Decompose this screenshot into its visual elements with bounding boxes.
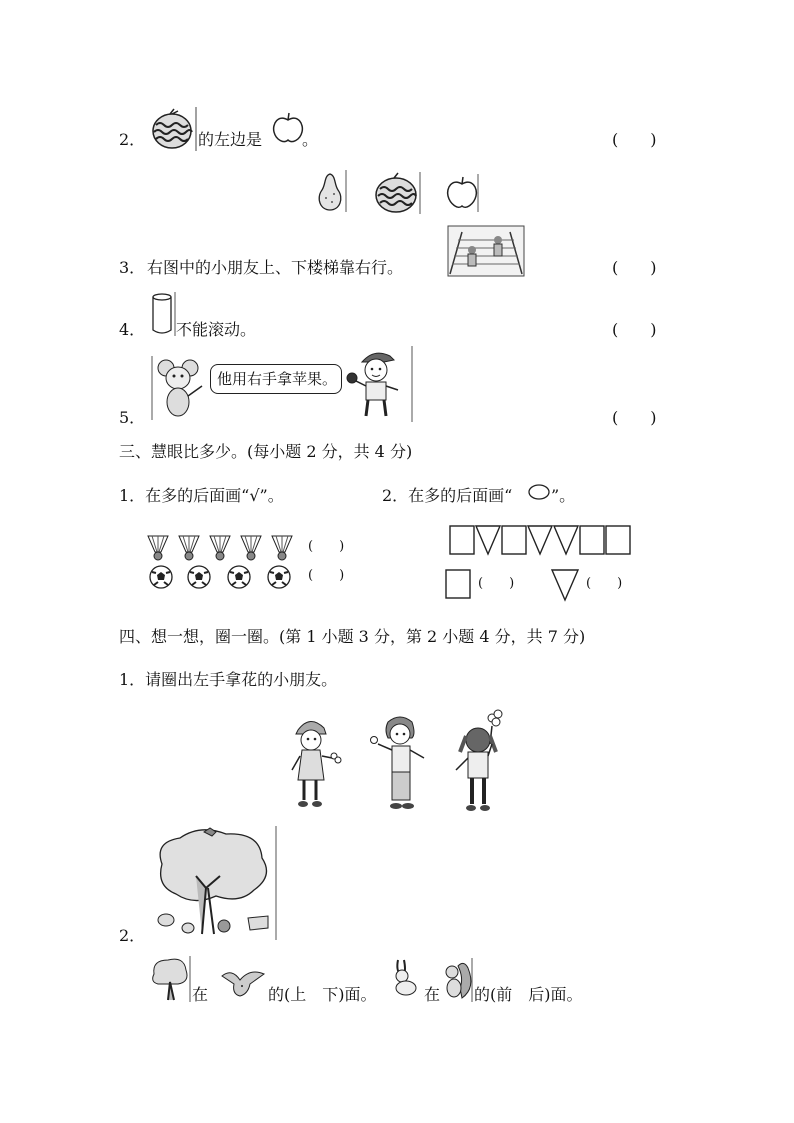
section4-q2-zai1: 在 [192, 985, 209, 1004]
section3-q2-prefix: 2．在多的后面画“ [382, 486, 513, 505]
square-answer-blank[interactable]: ( ) [478, 576, 515, 591]
pear-icon [312, 170, 348, 212]
triangle-icon [550, 568, 580, 602]
section3-title: 三、慧眼比多少。(每小题 2 分，共 4 分) [119, 442, 413, 461]
girl-with-ponytail-picture [366, 710, 432, 814]
section4-title: 四、想一想，圈一圈。(第 1 小题 3 分，第 2 小题 4 分，共 7 分) [119, 627, 586, 646]
cylinder-icon [150, 292, 176, 336]
item2-text: 的左边是 [198, 130, 263, 149]
item3-answer-blank[interactable]: ( ) [612, 258, 657, 277]
girl-with-hat-picture [286, 714, 346, 810]
item5-answer-blank[interactable]: ( ) [612, 408, 657, 427]
square-icon [444, 568, 472, 600]
stairs-kids-picture [448, 226, 526, 276]
section4-q2-zai2: 在 [424, 985, 441, 1004]
item4-number: 4． [119, 320, 146, 339]
speech-bubble [210, 364, 342, 394]
apple-icon [272, 110, 304, 144]
item4-text: 不能滚动。 [176, 320, 257, 339]
item4-answer-blank[interactable]: ( ) [612, 320, 657, 339]
section3-q2-suffix: ”。 [551, 486, 576, 505]
watermelon-icon [372, 172, 422, 214]
tree-scene-picture [150, 824, 280, 940]
section3-q1: 1．在多的后面画“√”。 [119, 486, 284, 505]
triangle-answer-blank[interactable]: ( ) [586, 576, 623, 591]
section4-q2-number: 2． [119, 926, 146, 945]
item2-answer-blank[interactable]: ( ) [612, 130, 657, 149]
bird-icon [220, 966, 268, 1002]
mouse-character-picture [150, 356, 208, 420]
circle-symbol-icon [527, 482, 551, 502]
item3-text: 右图中的小朋友上、下楼梯靠右行。 [147, 258, 404, 277]
shuttlecock-answer-blank[interactable]: ( ) [308, 539, 345, 554]
rabbit-icon [386, 956, 422, 998]
shuttlecock-row [146, 534, 306, 564]
boy-holding-apple-picture [344, 346, 414, 422]
apple-icon [446, 174, 480, 212]
section4-q2-de1: 的(上 下)面。 [268, 985, 377, 1004]
shapes-sequence [448, 524, 634, 558]
tree-icon [150, 956, 192, 1002]
girl-from-back-picture [452, 708, 514, 814]
item3-number: 3． [119, 258, 146, 277]
speech-bubble-text: 他用右手拿苹果。 [217, 370, 338, 388]
squirrel-icon [442, 958, 474, 1002]
item2-period: 。 [302, 130, 319, 149]
item5-number: 5． [119, 408, 146, 427]
soccer-ball-answer-blank[interactable]: ( ) [308, 568, 345, 583]
section4-q2-de2: 的(前 后)面。 [474, 985, 583, 1004]
section4-q1: 1．请圈出左手拿花的小朋友。 [119, 670, 338, 689]
watermelon-icon [150, 107, 198, 151]
item2-number: 2． [119, 130, 146, 149]
soccer-ball-row [148, 564, 298, 592]
